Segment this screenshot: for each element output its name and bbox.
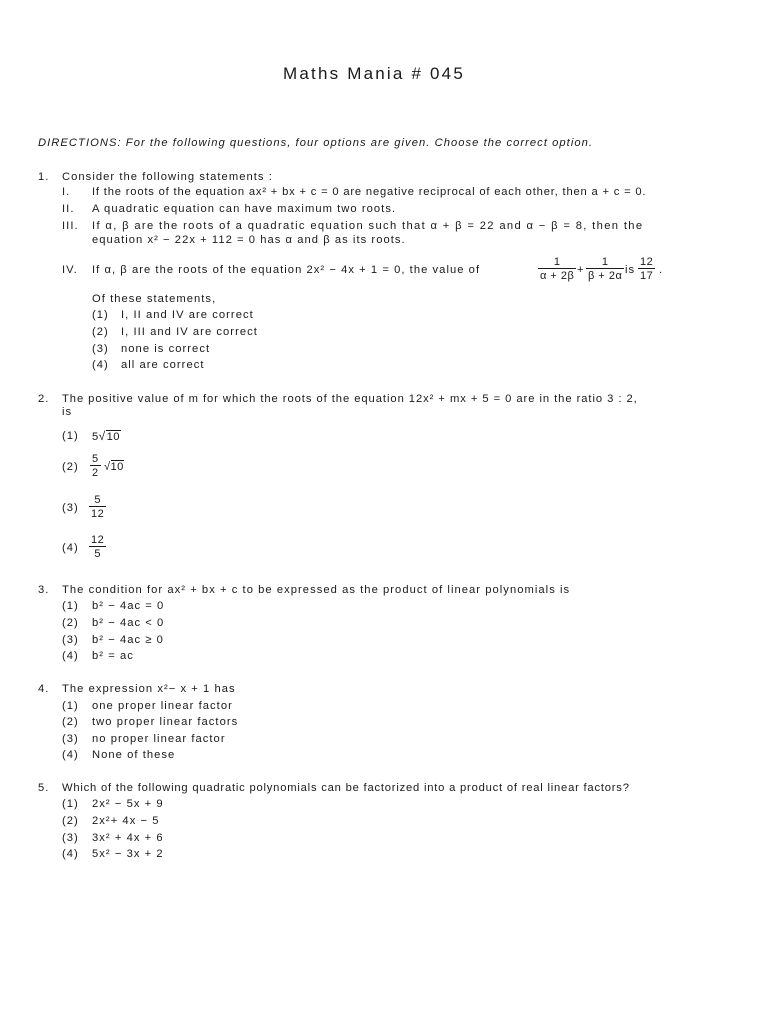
option-text: b² = ac [92, 650, 134, 662]
statement-label: IV. [62, 264, 78, 276]
period: . [659, 264, 664, 276]
fraction-numerator: 1 [553, 256, 561, 268]
question-stem: Consider the following statements : [62, 171, 273, 183]
option-text: two proper linear factors [92, 716, 239, 728]
plus-sign: + [577, 264, 585, 276]
question-stem: The expression x²− x + 1 has [62, 683, 236, 695]
radicand: 10 [106, 431, 120, 443]
fraction [538, 256, 576, 282]
option-text: no proper linear factor [92, 733, 226, 745]
fraction-denominator: 5 [89, 546, 106, 560]
is-text: is [625, 264, 636, 276]
option-text: 5x² − 3x + 2 [92, 848, 164, 860]
question-number: 5. [38, 782, 50, 794]
option-radical [92, 429, 121, 444]
fraction-numerator: 12 [91, 534, 105, 546]
option-text: I, II and IV are correct [121, 309, 254, 321]
option-label: (3) [62, 733, 79, 745]
fraction-denominator: 17 [640, 270, 654, 282]
statement-label: III. [62, 220, 79, 232]
fraction [89, 494, 106, 520]
question-stem: Which of the following quadratic polynomials can be factorized into a product of real linear factors? [62, 782, 630, 794]
question-number: 3. [38, 584, 50, 596]
option-label: (1) [62, 700, 79, 712]
option-label: (2) [92, 326, 109, 338]
question-number: 1. [38, 171, 50, 183]
question-stem: The condition for ax² + bx + c to be expressed as the product of linear polynomials is [62, 584, 571, 596]
directions: DIRECTIONS: For the following questions, four options are given. Choose the correct option. [38, 137, 594, 149]
option-text: 2x² − 5x + 9 [92, 798, 164, 810]
option-label: (4) [62, 650, 79, 662]
fraction-numerator: 1 [601, 256, 609, 268]
question-stem-continued: is [62, 406, 73, 418]
radical-sign-icon: √ [98, 429, 106, 443]
option-label: (1) [92, 309, 109, 321]
question-number: 4. [38, 683, 50, 695]
option-label: (3) [92, 343, 109, 355]
radical-sign-icon: √ [104, 461, 111, 473]
option-label: (3) [62, 634, 79, 646]
square-root [99, 429, 121, 444]
statement-text-continued: equation x² − 22x + 112 = 0 has α and β as its roots. [92, 234, 406, 246]
option-text: 3x² + 4x + 6 [92, 832, 164, 844]
statement-label: II. [62, 203, 75, 215]
option-label: (4) [62, 542, 79, 554]
option-text: b² − 4ac ≥ 0 [92, 634, 164, 646]
option-text: 2x²+ 4x − 5 [92, 815, 160, 827]
statement-text: If α, β are the roots of a quadratic equation such that α + β = 22 and α − β = 8, then the [92, 220, 644, 232]
option-label: (4) [62, 848, 79, 860]
option-text: b² − 4ac < 0 [92, 617, 165, 629]
question-stem: The positive value of m for which the roots of the equation 12x² + mx + 5 = 0 are in the ratio 3 : 2, [62, 393, 638, 405]
fraction-numerator: 5 [92, 453, 99, 465]
fraction-denominator: α + 2β [540, 270, 575, 282]
fraction [638, 256, 655, 282]
option-text: b² − 4ac = 0 [92, 600, 165, 612]
option-text: all are correct [121, 359, 205, 371]
option-label: (4) [62, 749, 79, 761]
option-text: none is correct [121, 343, 211, 355]
statement-text: If the roots of the equation ax² + bx + c = 0 are negative reciprocal of each other, then a + c = 0. [92, 186, 647, 198]
option-text: None of these [92, 749, 176, 761]
option-label: (1) [62, 798, 79, 810]
option-label: (4) [92, 359, 109, 371]
option-label: (2) [62, 461, 79, 473]
radical-coefficient: 5 [92, 431, 99, 443]
fraction [89, 534, 106, 560]
statement-label: I. [62, 186, 71, 198]
fraction [586, 256, 624, 282]
page-title: Maths Mania # 045 [283, 64, 465, 83]
square-root [104, 460, 124, 474]
option-label: (2) [62, 617, 79, 629]
fraction-denominator: 2 [92, 467, 99, 479]
statement-text: A quadratic equation can have maximum two roots. [92, 203, 397, 215]
option-label: (3) [62, 502, 79, 514]
option-label: (3) [62, 832, 79, 844]
statement-text: If α, β are the roots of the equation 2x² − 4x + 1 = 0, the value of [92, 264, 481, 276]
radicand: 10 [110, 461, 124, 473]
fraction-numerator: 12 [640, 256, 654, 268]
fraction [90, 453, 101, 479]
fraction-denominator: 12 [91, 508, 105, 520]
option-text: I, III and IV are correct [121, 326, 258, 338]
option-text: one proper linear factor [92, 700, 233, 712]
option-label: (2) [62, 716, 79, 728]
fraction-denominator: β + 2α [588, 270, 623, 282]
option-label: (2) [62, 815, 79, 827]
option-label: (1) [62, 430, 79, 442]
options-intro: Of these statements, [92, 293, 217, 305]
fraction-numerator: 5 [94, 494, 101, 506]
option-label: (1) [62, 600, 79, 612]
question-number: 2. [38, 393, 50, 405]
